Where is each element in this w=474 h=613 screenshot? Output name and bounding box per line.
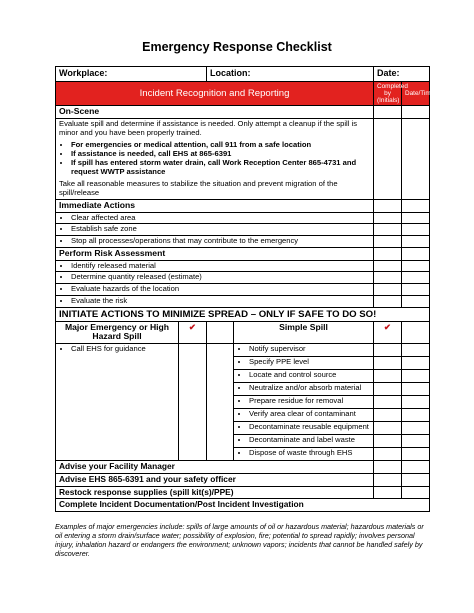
- table-row: [56, 344, 430, 357]
- final-row: [56, 473, 430, 486]
- table-row: [56, 260, 430, 272]
- final-row: [56, 461, 430, 474]
- risk-heading-row: [56, 247, 430, 260]
- on-scene-intro: Evaluate spill and determine if assistance is needed. Only attempt a cleanup if the spill is minor and you have been properly trained.: [59, 119, 358, 137]
- list-item: • Establish safe zone: [71, 225, 370, 234]
- table-row: [56, 295, 430, 307]
- on-scene-heading-row: [56, 106, 430, 119]
- list-item: • Determine quantity released (estimate): [71, 273, 370, 282]
- datetime-cell[interactable]: [402, 224, 430, 236]
- datetime-cell[interactable]: [402, 473, 430, 486]
- initials-cell[interactable]: [374, 473, 402, 486]
- table-row: [56, 236, 430, 248]
- location-field[interactable]: Location:: [207, 67, 374, 82]
- completed-by-header: Completed by (Initials): [374, 82, 402, 106]
- datetime-cell[interactable]: [402, 260, 430, 272]
- list-item: • If spill has entered storm water drain, call Work Reception Center 865-4731 and request WWTP assistance: [71, 159, 370, 176]
- list-item: • Identify released material: [71, 262, 370, 271]
- datetime-cell[interactable]: [402, 448, 430, 461]
- simple-check-icon: ✔: [374, 321, 402, 344]
- initials-cell[interactable]: [374, 422, 402, 435]
- datetime-cell[interactable]: [402, 236, 430, 248]
- list-item: • Locate and control source: [249, 371, 370, 380]
- list-item: • Clear affected area: [71, 214, 370, 223]
- initials-cell[interactable]: [374, 486, 402, 499]
- list-item: • Evaluate hazards of the location: [71, 285, 370, 294]
- initials-cell[interactable]: [374, 370, 402, 383]
- initials-cell[interactable]: [374, 199, 402, 212]
- blank-cell: [402, 321, 430, 344]
- final-step-label: Advise your Facility Manager: [56, 461, 374, 474]
- initiate-warning: INITIATE ACTIONS TO MINIMIZE SPREAD – ONLY IF SAFE TO DO SO!: [56, 307, 430, 321]
- datetime-cell[interactable]: [402, 396, 430, 409]
- list-item: • For emergencies or medical attention, call 911 from a safe location: [71, 141, 370, 150]
- workplace-field[interactable]: Workplace:: [56, 67, 207, 82]
- major-check-cell[interactable]: [179, 344, 207, 461]
- datetime-cell[interactable]: [402, 247, 430, 260]
- footnote: Examples of major emergencies include: spills of large amounts of oil or hazardous material; hazardous materials or oil entering a storm drain/surface water; possibility of explosion, fire; potential to spread rapidly; involves personal injury, inhalation hazard or endangers the environment; unknown vapors; incidents that cannot be handled safely by discoverer.: [55, 522, 424, 558]
- datetime-cell[interactable]: [402, 370, 430, 383]
- datetime-cell[interactable]: [402, 284, 430, 296]
- initials-cell[interactable]: [374, 357, 402, 370]
- final-step-label: Advise EHS 865-6391 and your safety officer: [56, 473, 374, 486]
- list-item: • Evaluate the risk: [71, 297, 370, 306]
- datetime-cell[interactable]: [402, 461, 430, 474]
- list-item: • Verify area clear of contaminant: [249, 410, 370, 419]
- initials-cell[interactable]: [374, 344, 402, 357]
- initials-cell[interactable]: [374, 272, 402, 284]
- blank-cell: [207, 344, 234, 461]
- datetime-cell[interactable]: [402, 357, 430, 370]
- major-spill-items: [56, 344, 179, 461]
- initials-cell[interactable]: [374, 119, 402, 200]
- datetime-cell[interactable]: [402, 272, 430, 284]
- initials-cell[interactable]: [374, 247, 402, 260]
- list-item: • Stop all processes/operations that may contribute to the emergency: [71, 237, 370, 246]
- list-item: • Dispose of waste through EHS: [249, 449, 370, 458]
- major-spill-heading: Major Emergency or High Hazard Spill: [56, 321, 179, 344]
- initials-cell[interactable]: [374, 435, 402, 448]
- initials-cell[interactable]: [374, 396, 402, 409]
- list-item: • If assistance is needed, call EHS at 865-6391: [71, 150, 370, 159]
- on-scene-heading: On-Scene: [56, 106, 374, 119]
- spill-type-header-row: [56, 321, 430, 344]
- datetime-cell[interactable]: [402, 486, 430, 499]
- on-scene-list: [59, 141, 370, 176]
- simple-spill-heading: Simple Spill: [234, 321, 374, 344]
- table-row: [56, 284, 430, 296]
- blank-cell: [207, 321, 234, 344]
- checklist-table: [55, 66, 435, 512]
- risk-heading: Perform Risk Assessment: [56, 247, 374, 260]
- immediate-heading-row: [56, 199, 430, 212]
- datetime-cell[interactable]: [402, 383, 430, 396]
- list-item: • Decontaminate reusable equipment: [249, 423, 370, 432]
- initiate-row: [56, 307, 430, 321]
- table-row: [56, 212, 430, 224]
- table-row: [56, 272, 430, 284]
- date-field[interactable]: Date:: [374, 67, 430, 82]
- initials-cell[interactable]: [374, 461, 402, 474]
- list-item: • Decontaminate and label waste: [249, 436, 370, 445]
- list-item: • Neutralize and/or absorb material: [249, 384, 370, 393]
- date-time-header: Date/Time: [402, 82, 430, 106]
- initials-cell[interactable]: [374, 212, 402, 224]
- banner-row: [56, 82, 430, 106]
- on-scene-row: [56, 119, 430, 200]
- final-step-label: Complete Incident Documentation/Post Incident Investigation: [56, 499, 430, 512]
- datetime-cell[interactable]: [402, 422, 430, 435]
- datetime-cell[interactable]: [402, 106, 430, 119]
- list-item: • Specify PPE level: [249, 358, 370, 367]
- on-scene-outro: Take all reasonable measures to stabilize the situation and prevent migration of the spill/release: [59, 179, 338, 198]
- datetime-cell[interactable]: [402, 119, 430, 200]
- final-step-label: Restock response supplies (spill kit(s)/PPE): [56, 486, 374, 499]
- final-row: [56, 499, 430, 512]
- initials-cell[interactable]: [374, 106, 402, 119]
- datetime-cell[interactable]: [402, 435, 430, 448]
- on-scene-body: [56, 119, 374, 200]
- major-check-icon: ✔: [179, 321, 207, 344]
- header-row: [56, 67, 430, 82]
- initials-cell[interactable]: [374, 448, 402, 461]
- initials-cell[interactable]: [374, 260, 402, 272]
- datetime-cell[interactable]: [402, 212, 430, 224]
- datetime-cell[interactable]: [402, 295, 430, 307]
- page-title: Emergency Response Checklist: [142, 40, 332, 54]
- initials-cell[interactable]: [374, 284, 402, 296]
- list-item: • Notify supervisor: [249, 345, 370, 354]
- initials-cell[interactable]: [374, 224, 402, 236]
- banner-title: Incident Recognition and Reporting: [56, 82, 374, 106]
- initials-cell[interactable]: [374, 295, 402, 307]
- initials-cell[interactable]: [374, 383, 402, 396]
- datetime-cell[interactable]: [402, 199, 430, 212]
- immediate-heading: Immediate Actions: [56, 199, 374, 212]
- datetime-cell[interactable]: [402, 409, 430, 422]
- initials-cell[interactable]: [374, 236, 402, 248]
- list-item: • Call EHS for guidance: [71, 345, 175, 354]
- table-row: [56, 224, 430, 236]
- list-item: • Prepare residue for removal: [249, 397, 370, 406]
- final-row: [56, 486, 430, 499]
- initials-cell[interactable]: [374, 409, 402, 422]
- datetime-cell[interactable]: [402, 344, 430, 357]
